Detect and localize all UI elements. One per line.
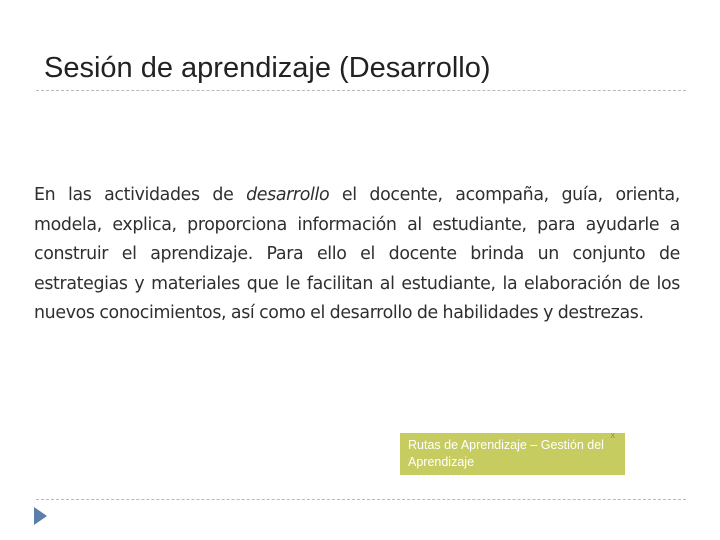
slide-title: Sesión de aprendizaje (Desarrollo) xyxy=(44,52,491,84)
body-text-rest: el docente, acompaña, guía, orienta, modela, explica, proporciona información al estudiante, para ayudarle a construir el aprendizaje. Para ello el docente brinda un conjunto de estrategias y materiales que le facilitan al estudiante, la elaboración de los nuevos conocimientos, así como el desarrollo de habilidades y destrezas. xyxy=(34,185,680,323)
body-text-intro: En las actividades de xyxy=(34,185,247,205)
top-divider xyxy=(36,90,686,91)
caption-box xyxy=(400,430,625,475)
play-arrow-icon[interactable] xyxy=(34,507,47,525)
caption-corner-mark: x xyxy=(610,430,615,440)
caption-text: Rutas de Aprendizaje – Gestión del Aprendizaje xyxy=(408,438,604,469)
bottom-divider xyxy=(36,499,686,500)
body-text-emphasis: desarrollo xyxy=(246,185,330,205)
slide-body-text xyxy=(34,181,680,329)
